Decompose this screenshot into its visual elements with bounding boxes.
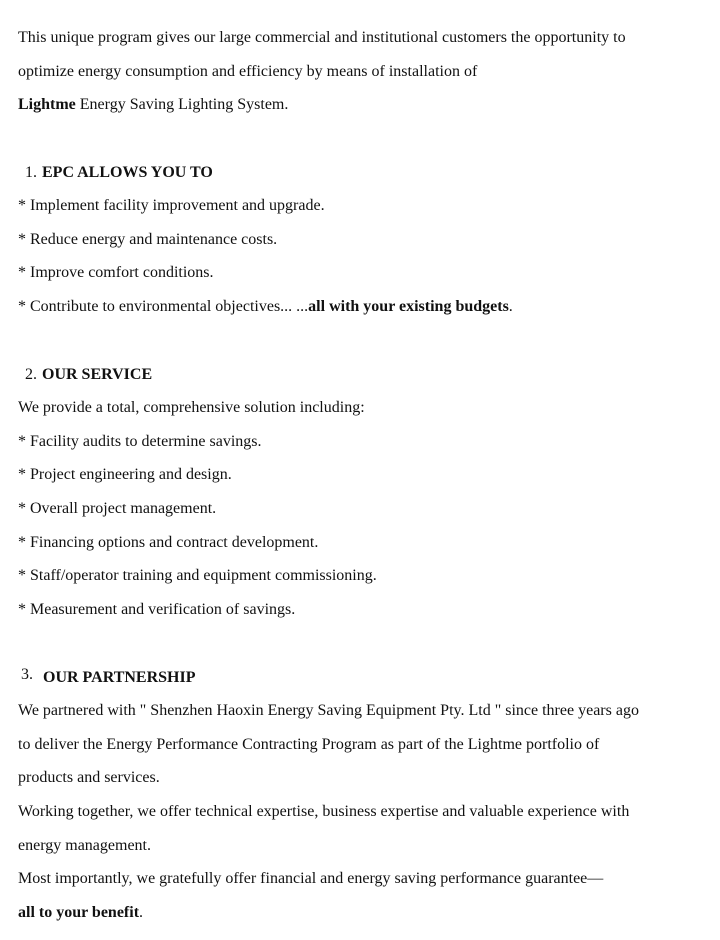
list-item — [18, 297, 513, 317]
list-item-emphasis: all with your existing budgets — [308, 298, 509, 315]
intro-line-2: optimize energy consumption and efficiency by means of installation of — [18, 63, 478, 80]
section-title: OUR PARTNERSHIP — [43, 669, 196, 686]
list-item: * Staff/operator training and equipment commissioning. — [18, 567, 377, 584]
paragraph-line: products and services. — [18, 769, 160, 786]
list-item: * Reduce energy and maintenance costs. — [18, 231, 278, 248]
section-lead: We provide a total, comprehensive solution including: — [18, 399, 365, 416]
closing-line — [18, 903, 143, 923]
list-item: * Overall project management. — [18, 500, 217, 517]
list-item: * Project engineering and design. — [18, 466, 232, 483]
list-item: * Financing options and contract development. — [18, 534, 319, 551]
closing-emphasis: all to your benefit — [18, 904, 140, 921]
section-heading-epc — [18, 163, 213, 183]
list-item-text: * Contribute to environmental objectives... ... — [18, 298, 309, 315]
section-number: 1. — [25, 164, 37, 181]
section-title: EPC ALLOWS YOU TO — [42, 164, 213, 181]
section-heading-service — [18, 365, 152, 385]
intro-line-1: This unique program gives our large commercial and institutional customers the opportunity to — [18, 29, 626, 46]
section-number: 3. — [21, 666, 33, 683]
paragraph-line: We partnered with " Shenzhen Haoxin Energy Saving Equipment Pty. Ltd " since three years ago — [18, 702, 639, 719]
closing-end: . — [139, 904, 144, 921]
paragraph-line: to deliver the Energy Performance Contracting Program as part of the Lightme portfolio of — [18, 736, 600, 753]
paragraph-line: energy management. — [18, 837, 151, 854]
list-item: * Improve comfort conditions. — [18, 264, 214, 281]
section-heading-partnership — [18, 668, 195, 688]
brand-name: Lightme — [18, 96, 76, 113]
list-item: * Measurement and verification of savings. — [18, 601, 296, 618]
list-item: * Implement facility improvement and upgrade. — [18, 197, 325, 214]
list-item-end: . — [508, 298, 513, 315]
paragraph-line: Working together, we offer technical expertise, business expertise and valuable experience with — [18, 803, 630, 820]
paragraph-line: Most importantly, we gratefully offer financial and energy saving performance guarantee— — [18, 870, 604, 887]
list-item: * Facility audits to determine savings. — [18, 433, 262, 450]
section-title: OUR SERVICE — [42, 366, 153, 383]
intro-line-3-text: Energy Saving Lighting System. — [75, 96, 289, 113]
intro-line-3 — [18, 95, 288, 115]
section-number: 2. — [25, 366, 37, 383]
